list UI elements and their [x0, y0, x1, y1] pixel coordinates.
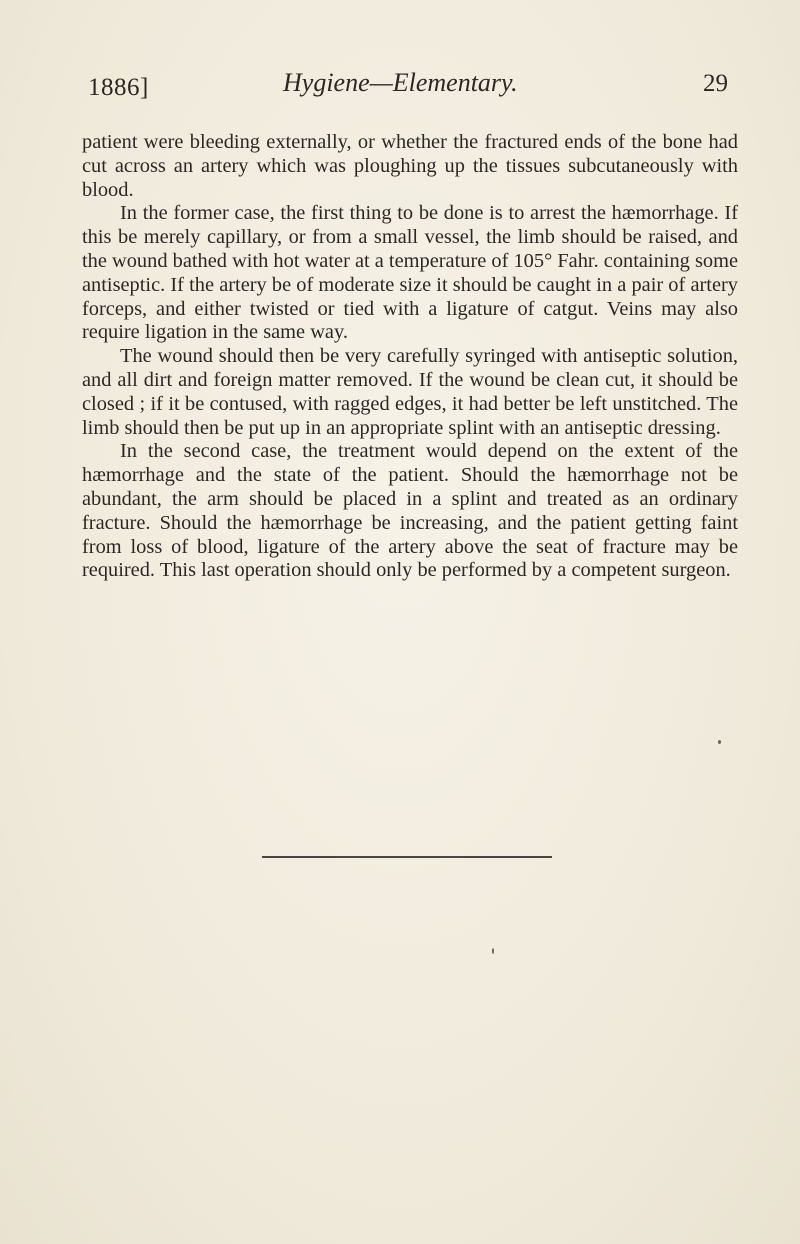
paragraph-former-case: In the former case, the first thing to be done is to arrest the hæmorrhage. If this be merely capillary, or from a small vessel, the limb should be raised, and the wound bathed with hot water at a temperature of 105° Fahr. containing some antiseptic. If the artery be of moderate size it should be caught in a pair of artery forceps, and either twisted or tied with a ligature of catgut. Veins may also require ligation in the same way. [82, 202, 738, 344]
paragraph-second-case: In the second case, the treatment would depend on the extent of the hæmorrhage and the state of the patient. Should the hæmorrhage not be abundant, the arm should be placed in a splint and treated as an ordinary fracture. Should the hæmorrhage be increasing, and the patient getting faint from loss of blood, ligature of the artery above the seat of fracture may be required. This last operation should only be performed by a competent surgeon. [82, 440, 738, 582]
paper-speck [718, 740, 721, 744]
paragraph-continued: patient were bleeding externally, or whether the fractured ends of the bone had cut across an artery which was ploughing up the tissues subcutaneously with blood. [82, 131, 738, 201]
header-title: Hygiene—Elementary. [283, 68, 518, 97]
paper-speck [492, 948, 494, 954]
page-number: 29 [703, 70, 728, 97]
section-divider [262, 856, 552, 858]
body-text [82, 131, 738, 583]
header-year: 1886] [88, 74, 149, 101]
running-head [88, 64, 728, 104]
paragraph-wound-care: The wound should then be very carefully syringed with antiseptic solution, and all dirt and foreign matter removed. If the wound be clean cut, it should be closed ; if it be contused, with ragged edges, it had better be left unstitched. The limb should then be put up in an appropriate splint with an antiseptic dressing. [82, 345, 738, 439]
